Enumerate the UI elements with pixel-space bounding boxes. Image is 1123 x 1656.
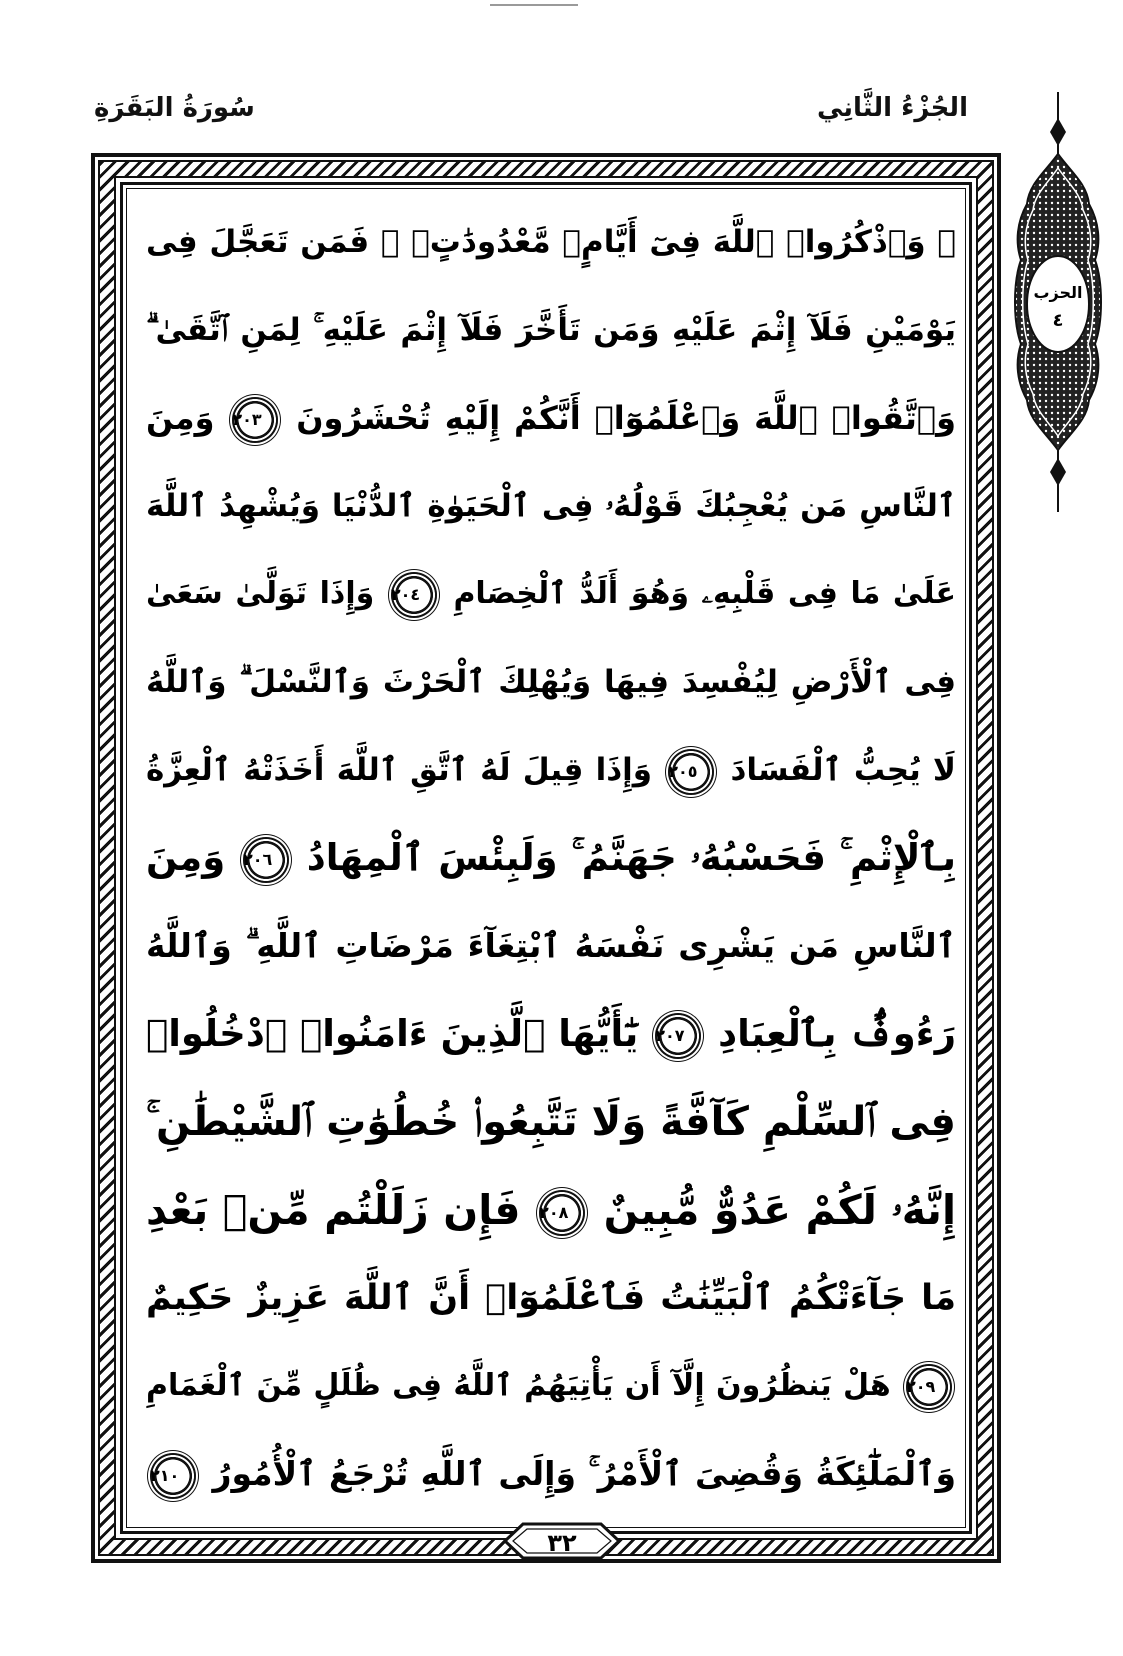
verse-text: مَا جَآءَتْكُمُ ٱلْبَيِّنَٰتُ فَٱعْلَمُوٓا۟ أَنَّ ٱللَّهَ عَزِيزٌ حَكِيمٌ (146, 1278, 956, 1318)
text-block (146, 198, 956, 1518)
ayah-number-marker: ٢٠٦ (243, 837, 289, 883)
ayah-number-marker: ٢٠٥ (668, 749, 714, 795)
page-number: ٣٢ (547, 1529, 577, 1557)
verse-text: يَٰٓأَيُّهَا ٱلَّذِينَ ءَامَنُوا۟ ٱدْخُلُوا۟ (146, 1012, 639, 1055)
ayah-number-marker: ٢٠٣ (232, 397, 278, 443)
verse-line (146, 198, 956, 286)
verse-line (146, 1254, 956, 1342)
verse-line (146, 1342, 956, 1430)
verse-text: فِى ٱلسِّلْمِ كَآفَّةً وَلَا تَتَّبِعُوا۟ خُطُوَٰتِ ٱلشَّيْطَٰنِ ۚ (146, 1099, 956, 1145)
verse-text: فِى ٱلْأَرْضِ لِيُفْسِدَ فِيهَا وَيُهْلِكَ ٱلْحَرْثَ وَٱلنَّسْلَ ۗ وَٱللَّهُ (146, 664, 956, 700)
hizb-number: ٤ (1052, 310, 1064, 331)
ayah-number-marker: ٢٠٨ (539, 1190, 585, 1236)
verse-text: وَٱتَّقُوا۟ ٱللَّهَ وَٱعْلَمُوٓا۟ أَنَّكُمْ إِلَيْهِ تُحْشَرُونَ (296, 399, 956, 437)
verse-text: وَإِذَا قِيلَ لَهُ ٱتَّقِ ٱللَّهَ أَخَذَتْهُ ٱلْعِزَّةُ (146, 752, 653, 788)
verse-text: وَمِنَ (146, 836, 226, 879)
finial-top-icon (1050, 118, 1066, 146)
verse-text: يَوْمَيْنِ فَلَآ إِثْمَ عَلَيْهِ وَمَن تَأَخَّرَ فَلَآ إِثْمَ عَلَيْهِ ۚ لِمَنِ ٱتَّقَىٰ ۗ (146, 312, 956, 348)
verse-text: بِٱلْإِثْمِ ۚ فَحَسْبُهُۥ جَهَنَّمُ ۚ وَلَبِئْسَ ٱلْمِهَادُ (306, 836, 956, 879)
verse-text: فَإِن زَلَلْتُم مِّنۢ بَعْدِ (146, 1186, 521, 1234)
surah-title: سُورَةُ البَقَرَةِ (94, 93, 255, 123)
verse-text: لَا يُحِبُّ ٱلْفَسَادَ (730, 752, 956, 788)
hizb-marker (1013, 92, 1103, 512)
verse-line (146, 286, 956, 374)
verse-line (146, 814, 956, 902)
verse-text: ۞ وَٱذْكُرُوا۟ ٱللَّهَ فِىٓ أَيَّامٍۢ مَّعْدُودَٰتٍۢ ۚ فَمَن تَعَجَّلَ فِى (146, 224, 956, 260)
top-rule (490, 4, 578, 6)
juz-title: الجُزْءُ الثَّانِي (816, 93, 968, 123)
verse-line (146, 1430, 956, 1518)
verse-line (146, 462, 956, 550)
ayah-number-marker: ٢٠٤ (391, 572, 437, 618)
verse-text: ٱلنَّاسِ مَن يُعْجِبُكَ قَوْلُهُۥ فِى ٱلْحَيَوٰةِ ٱلدُّنْيَا وَيُشْهِدُ ٱللَّهَ (146, 488, 956, 524)
verse-text: عَلَىٰ مَا فِى قَلْبِهِۦ وَهُوَ أَلَدُّ ٱلْخِصَامِ (453, 576, 956, 611)
hizb-label-cartouche (1027, 256, 1089, 352)
verse-line (146, 374, 956, 462)
ayah-number-marker: ٢١٠ (150, 1453, 196, 1499)
verse-line (146, 638, 956, 726)
verse-text: إِنَّهُۥ لَكُمْ عَدُوٌّ مُّبِينٌ (603, 1186, 956, 1234)
verse-line (146, 990, 956, 1078)
verse-text: رَءُوفٌۢ بِٱلْعِبَادِ (718, 1012, 956, 1055)
ayah-number-marker: ٢٠٧ (655, 1013, 701, 1059)
verse-text: وَٱلْمَلَٰٓئِكَةُ وَقُضِىَ ٱلْأَمْرُ ۚ وَإِلَى ٱللَّهِ تُرْجَعُ ٱلْأُمُورُ (212, 1454, 956, 1493)
page-number-cartouche (501, 1521, 623, 1561)
verse-line (146, 902, 956, 990)
verse-line (146, 1166, 956, 1254)
finial-bottom-icon (1050, 458, 1066, 486)
verse-line (146, 726, 956, 814)
hizb-label: الحزب (1033, 283, 1083, 302)
verse-line (146, 1078, 956, 1166)
verse-text: وَمِنَ (146, 399, 215, 437)
verse-line (146, 550, 956, 638)
verse-text: ٱلنَّاسِ مَن يَشْرِى نَفْسَهُ ٱبْتِغَآءَ مَرْضَاتِ ٱللَّهِ ۗ وَٱللَّهُ (146, 926, 956, 965)
verse-text: هَلْ يَنظُرُونَ إِلَّآ أَن يَأْتِيَهُمُ ٱللَّهُ فِى ظُلَلٍ مِّنَ ٱلْغَمَامِ (146, 1368, 891, 1403)
ayah-number-marker: ٢٠٩ (906, 1364, 952, 1410)
verse-text: وَإِذَا تَوَلَّىٰ سَعَىٰ (146, 576, 375, 611)
